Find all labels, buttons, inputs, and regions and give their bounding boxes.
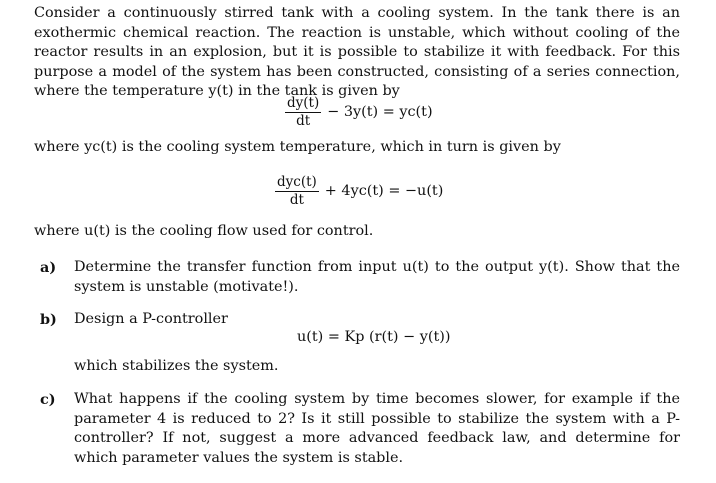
- equation-rhs: − 3y(t) = yc(t): [327, 104, 433, 120]
- question-label: c): [40, 391, 56, 408]
- question-label: b): [40, 311, 57, 328]
- question-b: [40, 310, 680, 330]
- question-a: [40, 258, 680, 297]
- fraction-denominator: dt: [296, 113, 311, 129]
- question-text: Design a P-controller: [74, 311, 228, 327]
- equation-rhs: u(t) = Kp (r(t) − y(t)): [297, 329, 451, 345]
- where-cooling-flow: where u(t) is the cooling flow used for control.: [34, 223, 374, 239]
- fraction-denominator: dt: [289, 192, 304, 208]
- equation-rhs: + 4yc(t) = −u(t): [324, 183, 444, 199]
- intro-paragraph: Consider a continuously stirred tank with a cooling system. In the tank there is an exothermic chemical reaction. The reaction is unstable, which without cooling of the reactor results in an explosion, but it is possible to stabilize it with feedback. For this purpose a model of the system has been constructed, consisting of a series connection, where the temperature y(t) in the tank is given by: [34, 5, 680, 100]
- equation-cooling-system: [275, 174, 443, 209]
- question-c: [40, 390, 680, 468]
- fraction-dy-dt: [285, 95, 321, 130]
- where-cooling-temperature: where yc(t) is the cooling system temperature, which in turn is given by: [34, 139, 561, 155]
- equation-p-controller: [297, 328, 451, 347]
- question-label: a): [40, 259, 57, 276]
- equation-tank-temperature: [285, 95, 433, 130]
- question-text: What happens if the cooling system by time becomes slower, for example if the parameter 4 is reduced to 2? Is it still possible to stabilize the system with a P-controller? If not, suggest a more advanced feedback law, and determine for which parameter values the system is stable.: [74, 391, 680, 466]
- fraction-numerator: dy(t): [287, 95, 320, 111]
- question-text: Determine the transfer function from input u(t) to the output y(t). Show that the system is unstable (motivate!).: [74, 259, 680, 295]
- question-b-tail: which stabilizes the system.: [74, 358, 279, 374]
- fraction-dyc-dt: [275, 174, 319, 209]
- fraction-numerator: dyc(t): [277, 174, 317, 190]
